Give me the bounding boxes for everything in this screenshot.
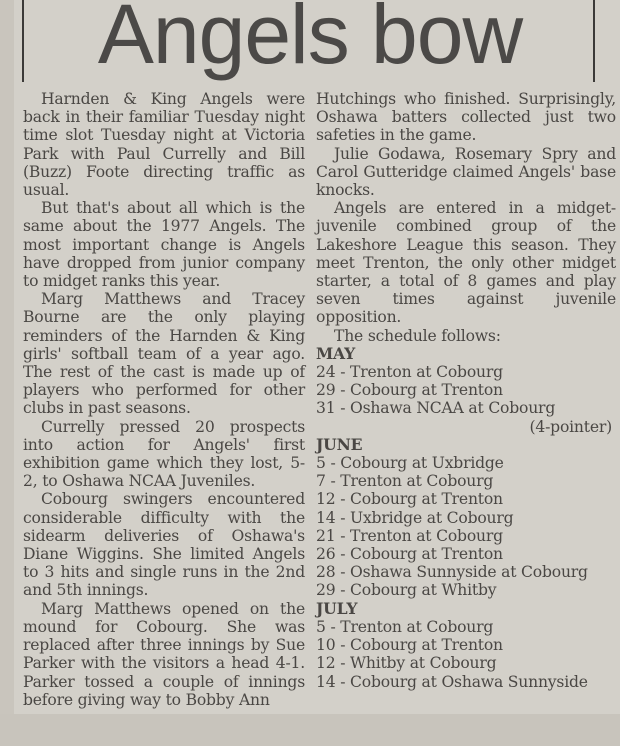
schedule-entry: 29 - Cobourg at Trenton	[316, 381, 503, 400]
paragraph: But that's about all which is the same about the 1977 Angels. The most important change is Angels have dropped from junior company to midget ranks this year.	[23, 199, 305, 291]
paragraph-continuation: Hutchings who finished. Surprisingly, Oshawa batters collected just two safeties in the game.	[316, 90, 616, 145]
month-heading: JULY	[316, 598, 358, 618]
headline: Angels bow	[97, 0, 523, 81]
schedule-intro: The schedule follows:	[334, 326, 501, 345]
paragraph: Angels are entered in a midget-juvenile combined group of the Lakeshore League this season. They meet Trenton, the only other midget starter, a total of 8 games and play seven times against juvenile opposition.	[316, 199, 616, 327]
paragraph: Cobourg swingers encountered considerable difficulty with the sidearm deliveries of Oshawa's Diane Wiggins. She limited Angels to 3 hits and single runs in the 2nd and 5th innings.	[23, 490, 305, 600]
schedule-entry: 12 - Whitby at Cobourg	[316, 654, 497, 673]
schedule-entry: 10 - Cobourg at Trenton	[316, 636, 503, 655]
schedule-entry: 14 - Uxbridge at Cobourg	[316, 508, 514, 527]
background-surface	[0, 714, 620, 746]
schedule-entry: 24 - Trenton at Cobourg	[316, 363, 503, 382]
schedule-entry: 7 - Trenton at Cobourg	[316, 472, 494, 491]
month-heading: JUNE	[316, 434, 363, 454]
schedule-month-july	[316, 600, 616, 691]
schedule-entry: 14 - Cobourg at Oshawa Sunnyside	[316, 672, 588, 691]
schedule-entry: 29 - Cobourg at Whitby	[316, 581, 497, 600]
schedule-entry: 31 - Oshawa NCAA at Cobourg	[316, 399, 556, 418]
schedule-entry: 21 - Trenton at Cobourg	[316, 526, 503, 545]
article-column-left	[23, 90, 305, 709]
schedule-month-may	[316, 345, 616, 436]
schedule-entry: 5 - Cobourg at Uxbridge	[316, 454, 504, 473]
schedule-entry: 5 - Trenton at Cobourg	[316, 617, 494, 636]
schedule-month-june	[316, 436, 616, 600]
paragraph: Currelly pressed 20 prospects into action for Angels' first exhibition game which they lost, 5-2, to Oshawa NCAA Juveniles.	[23, 417, 305, 491]
article-column-right	[316, 90, 616, 691]
schedule-entry: 28 - Oshawa Sunnyside at Cobourg	[316, 563, 588, 582]
paragraph: Julie Godawa, Rosemary Spry and Carol Gutteridge claimed Angels' base knocks.	[316, 144, 616, 200]
schedule-entry: 12 - Cobourg at Trenton	[316, 490, 503, 509]
schedule-note: (4-pointer)	[529, 417, 612, 436]
month-heading: MAY	[316, 343, 356, 363]
paragraph: Harnden & King Angels were back in their familiar Tuesday night time slot Tuesday night at Victoria Park with Paul Currelly and Bill (Buzz) Foote directing traffic as usual.	[23, 90, 305, 200]
schedule-entry: 26 - Cobourg at Trenton	[316, 545, 503, 564]
paragraph: Marg Matthews opened on the mound for Cobourg. She was replaced after three innings by Sue Parker with the visitors a head 4-1. Parker tossed a couple of innings before giving way to Bobby Ann	[23, 599, 305, 709]
paragraph: Marg Matthews and Tracey Bourne are the only playing reminders of the Harnden & King girls' softball team of a year ago. The rest of the cast is made up of players who performed for other clubs in past seasons.	[23, 290, 305, 418]
